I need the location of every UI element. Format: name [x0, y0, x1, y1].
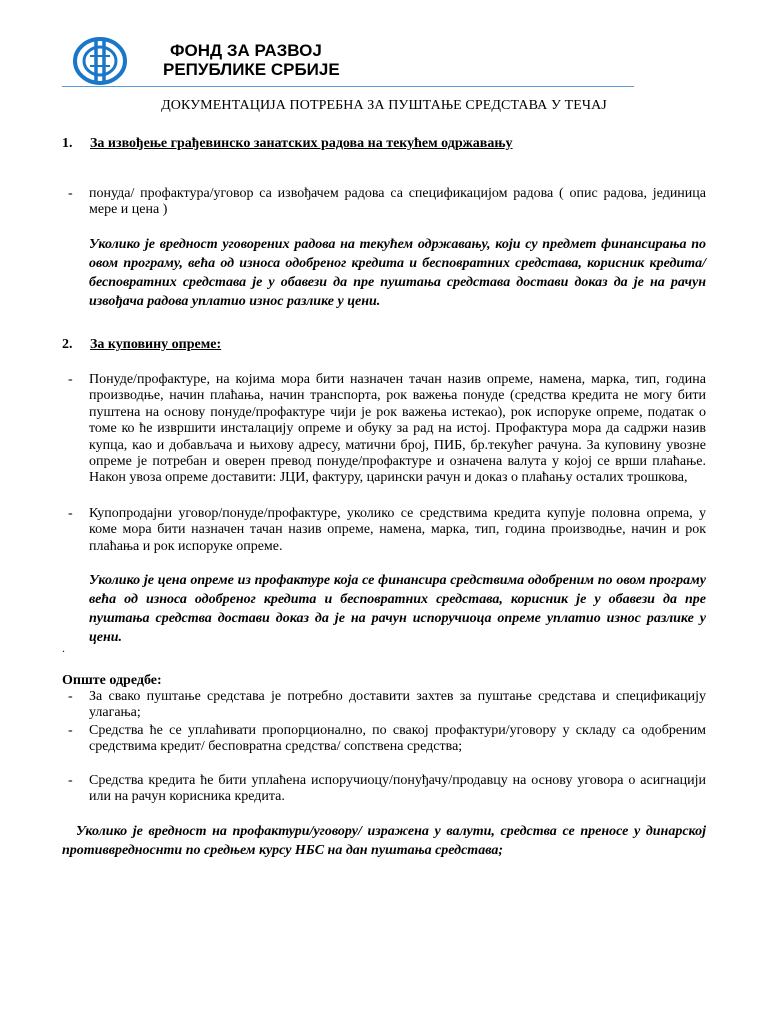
- general-item-2: Средства ће се уплаћивати пропорционално, по свакој профактури/уговору у складу са одобреним средствима кредит/ бесповратна средства/ сопствена средства;: [89, 723, 706, 755]
- stray-mark: .: [62, 641, 65, 655]
- general-note: Уколико је вредност на профактури/уговору/ изражена у валути, средства се преносе у динарској противвредноснти по средњем курсу НБС на дан пуштања средстава;: [62, 824, 706, 858]
- section-2-note: Уколико је цена опреме из профактуре која се финансира средствима одобреним по овом програму већа од износа одобреног кредита и бесповратних средстава, корисник је у обавези да пре пуштања средства достави доказ да је на рачун испоручиоца опреме уплатио износ разлике у цени.: [89, 573, 706, 645]
- header-divider: [62, 86, 634, 87]
- general-provisions-heading: Опште одредбе:: [62, 673, 162, 688]
- general-item-1: За свако пуштање средстава је потребно доставити захтев за пуштање средстава и спецификацију улагања;: [89, 689, 706, 721]
- document-header: [0, 0, 768, 100]
- list-item: - За свако пуштање средстава је потребно доставити захтев за пуштање средстава и спецификацију улагања;: [68, 689, 706, 721]
- general-item-3: Средства кредита ће бити уплаћена испоручиоцу/понуђачу/продавцу на основу уговора о асигнацији или на рачун корисника кредита.: [89, 773, 706, 805]
- section-2-item-2: Купопродајни уговор/понуде/профактуре, уколико се средствима кредита купује половна опрема, у коме мора бити назначен тачан назив опреме, намена, марка, тип, година производње, начин и рок плаћања и рок испоруке опреме.: [89, 506, 706, 554]
- section-1-note: Уколико је вредност уговорених радова на текућем одржавању, који су предмет финансирања по овом програму, већа од износа одобреног кредита и бесповратних средстава, корисник кредита/бесповратних средстава је у обавези да пре пуштања средстава достави доказ да је на рачун извођача радова уплатио износ разлике у цени.: [89, 237, 706, 309]
- list-item: - Средства ће се уплаћивати пропорционално, по свакој профактури/уговору у складу са одобреним средствима кредит/ бесповратна средства/ сопствена средства;: [68, 723, 706, 755]
- organization-name-line1: ФОНД ЗА РАЗВОЈ: [170, 41, 322, 60]
- list-item: - Купопродајни уговор/понуде/профактуре, уколико се средствима кредита купује половна опрема, у коме мора бити назначен тачан назив опреме, намена, марка, тип, година производње, начин и рок плаћања и рок испоруке опреме.: [68, 506, 706, 554]
- section-2-item-1: Понуде/профактуре, на којима мора бити назначен тачан назив опреме, намена, марка, тип, година производње, начин плаћања, начин транспорта, рок важења понуде (средства кредита не могу бити пуштена на основу понуде/профактуре чији је рок важења истекао), рок испоруке опреме, податак о томе ко ће извршити инсталацију опреме и обуку за рад на истој. Профактура мора да садржи назив купца, као и добављача и њихову адресу, матични број, ПИБ, бр.текућег рачуна. За куповину увозне опреме је потребан и оверен превод понуде/профактуре и означена валута у којој се врши плаћање. Након увоза опреме доставити: ЈЦИ, фактуру, царински рачун и доказ о плаћању осталих трошкова,: [89, 372, 706, 486]
- section-2-number: 2.: [62, 337, 73, 352]
- organization-name: [163, 41, 340, 79]
- section-1-item-1: понуда/ профактура/уговор са извођачем радова са спецификацијом радова ( опис радова, јединица мере и цена ): [89, 186, 706, 218]
- list-item: - Средства кредита ће бити уплаћена испоручиоцу/понуђачу/продавцу на основу уговора о асигнацији или на рачун корисника кредита.: [68, 773, 706, 805]
- list-item: - Понуде/профактуре, на којима мора бити назначен тачан назив опреме, намена, марка, тип, година производње, начин плаћања, начин транспорта, рок важења понуде (средства кредита не могу бити пуштена на основу понуде/профактуре чији је рок важења истекао), рок испоруке опреме, податак о томе ко ће извршити инсталацију опреме и обуку за рад на истој. Профактура мора да садржи назив купца, као и добављача и њихову адресу, матични број, ПИБ, бр.текућег рачуна. За куповину увозне опреме је потребан и оверен превод понуде/профактуре и означена валута у којој се врши плаћање. Након увоза опреме доставити: ЈЦИ, фактуру, царински рачун и доказ о плаћању осталих трошкова,: [68, 372, 706, 486]
- section-2-title: За куповину опреме:: [90, 337, 222, 352]
- document-title: ДОКУМЕНТАЦИЈА ПОТРЕБНА ЗА ПУШТАЊЕ СРЕДСТАВА У ТЕЧАЈ: [161, 98, 607, 113]
- fund-logo-icon: [72, 36, 128, 86]
- section-1-title: За извођење грађевинско занатских радова на текућем одржавању: [90, 136, 513, 151]
- list-item: - понуда/ профактура/уговор са извођачем радова са спецификацијом радова ( опис радова, јединица мере и цена ): [68, 186, 706, 218]
- section-1-heading: [62, 136, 513, 152]
- section-2-heading: [62, 337, 221, 353]
- section-1-number: 1.: [62, 136, 73, 151]
- organization-name-line2: РЕПУБЛИКЕ СРБИЈЕ: [163, 60, 340, 79]
